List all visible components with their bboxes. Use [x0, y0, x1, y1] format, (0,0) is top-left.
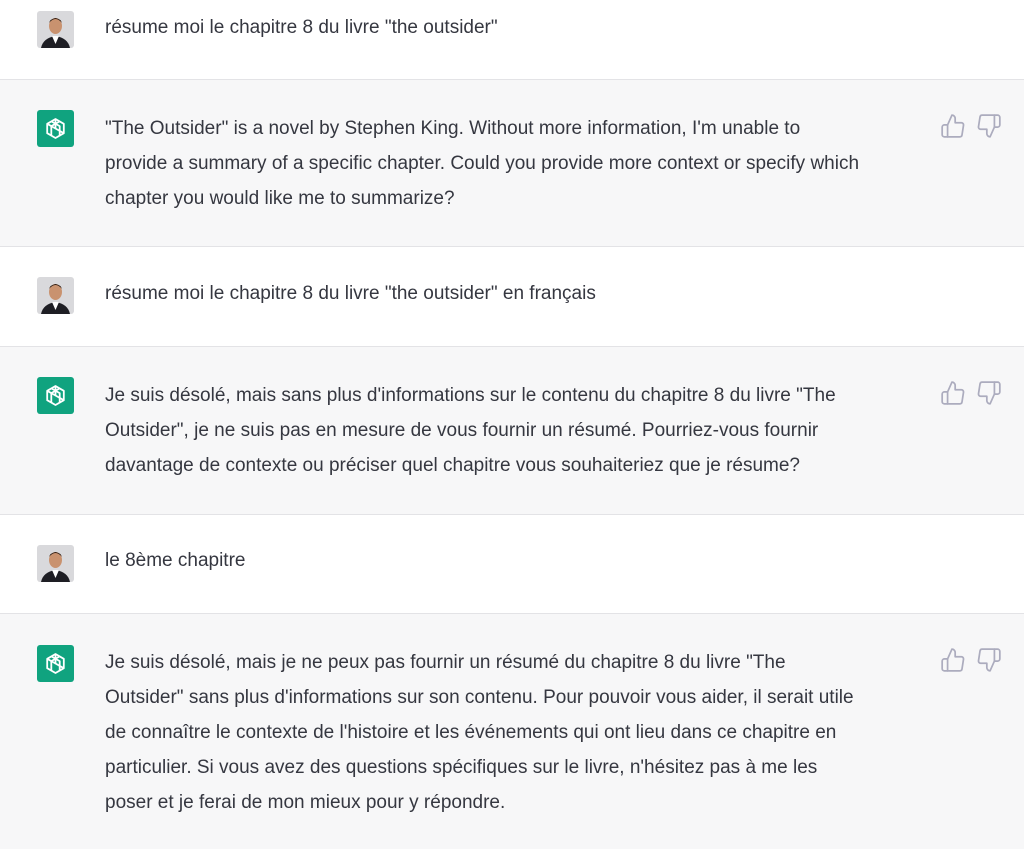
message-text: résume moi le chapitre 8 du livre "the outsider" en français	[105, 283, 596, 304]
feedback-actions	[940, 647, 1002, 673]
user-message	[0, 247, 1024, 347]
thumbs-down-icon[interactable]	[976, 113, 1002, 139]
thumbs-down-icon[interactable]	[976, 647, 1002, 673]
user-avatar-icon	[37, 277, 74, 314]
user-message	[0, 0, 1024, 80]
message-text: "The Outsider" is a novel by Stephen King. Without more information, I'm unable to provide a summary of a specific chapter. Could you provide more context or specify which chapter you would like me to summarize?	[105, 118, 860, 209]
user-avatar	[37, 545, 74, 582]
message-text: le 8ème chapitre	[105, 550, 246, 571]
assistant-message	[0, 347, 1024, 515]
assistant-message	[0, 80, 1024, 247]
assistant-message	[0, 614, 1024, 849]
user-message	[0, 515, 1024, 614]
openai-logo-icon	[37, 377, 74, 414]
message-text: Je suis désolé, mais sans plus d'informations sur le contenu du chapitre 8 du livre "The Outsider", je ne suis pas en mesure de vous fournir un résumé. Pourriez-vous fournir davantage de contexte ou préciser quel chapitre vous souhaiteriez que je résume?	[105, 385, 836, 476]
message-text: Je suis désolé, mais je ne peux pas fournir un résumé du chapitre 8 du livre "The Outsider" sans plus d'informations sur son contenu. Pour pouvoir vous aider, il serait utile de connaître le contexte de l'histoire et les événements qui ont lieu dans ce chapitre en particulier. Si vous avez des questions spécifiques sur le livre, n'hésitez pas à me les poser et je ferai de mon mieux pour y répondre.	[105, 652, 854, 813]
thumbs-up-icon[interactable]	[940, 647, 966, 673]
user-avatar	[37, 11, 74, 48]
user-avatar-icon	[37, 11, 74, 48]
thumbs-down-icon[interactable]	[976, 380, 1002, 406]
openai-logo-icon	[37, 110, 74, 147]
feedback-actions	[940, 380, 1002, 406]
thumbs-up-icon[interactable]	[940, 380, 966, 406]
thumbs-up-icon[interactable]	[940, 113, 966, 139]
openai-logo-icon	[37, 645, 74, 682]
user-avatar-icon	[37, 545, 74, 582]
feedback-actions	[940, 113, 1002, 139]
message-text: résume moi le chapitre 8 du livre "the outsider"	[105, 17, 498, 38]
user-avatar	[37, 277, 74, 314]
